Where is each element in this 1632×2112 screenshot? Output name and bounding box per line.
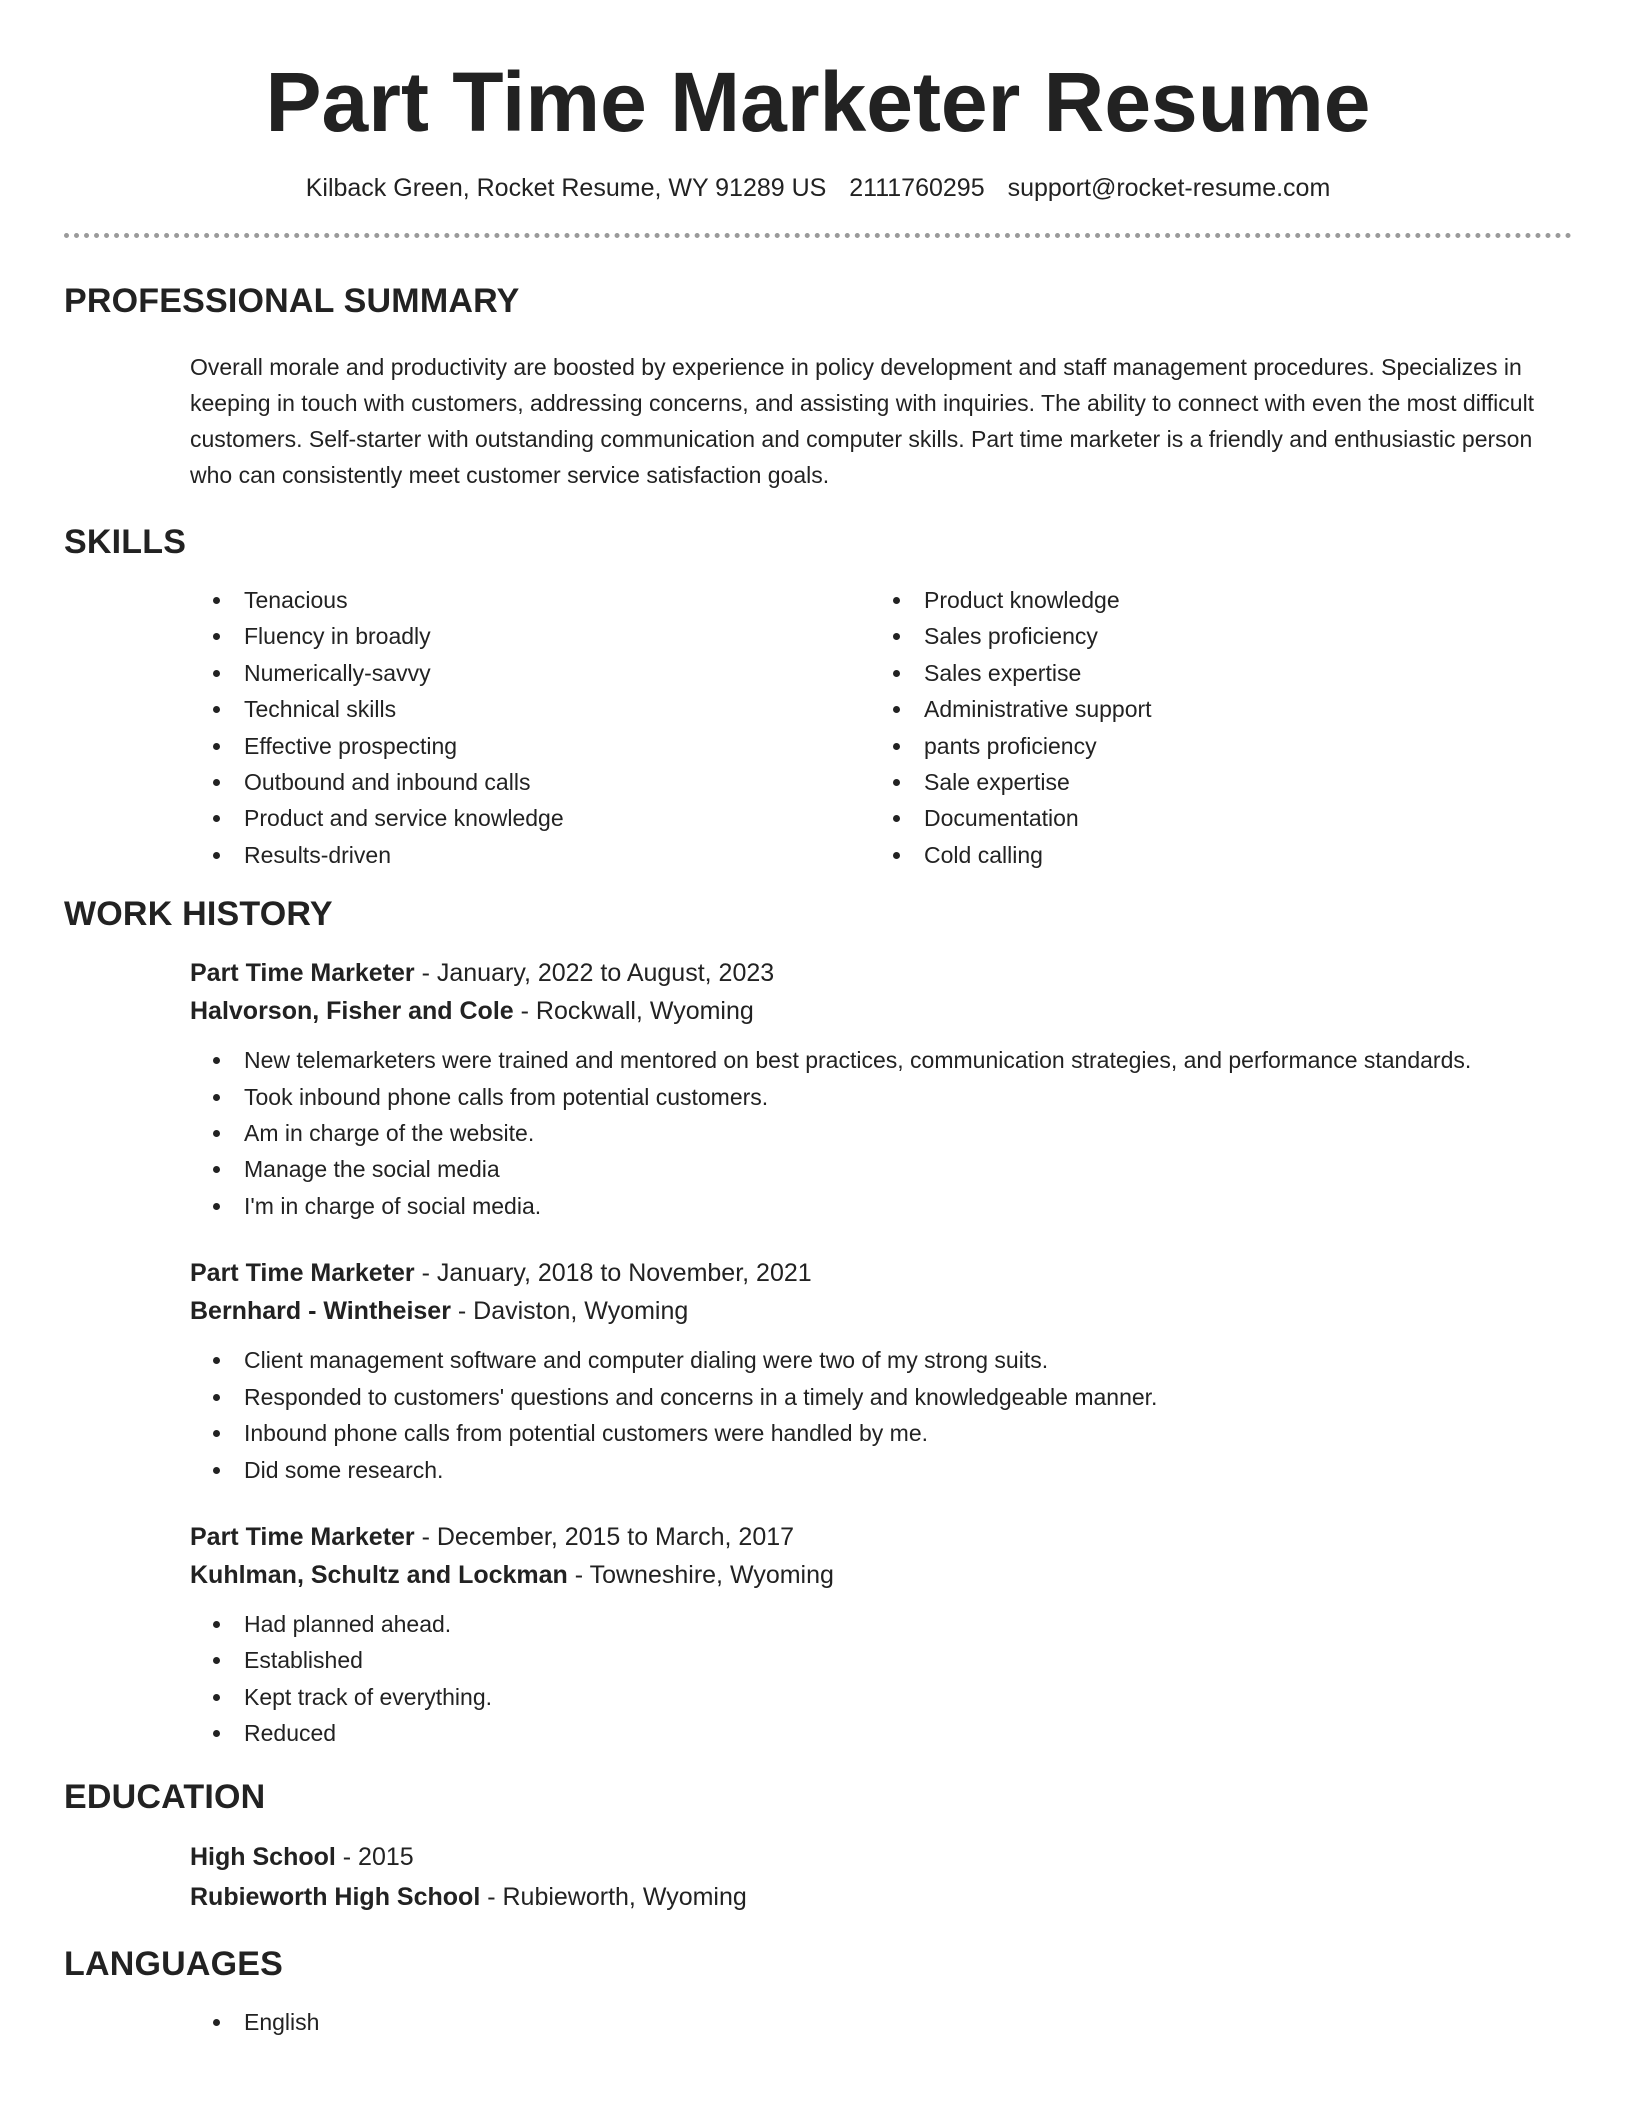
job-duty: • Had planned ahead. — [234, 1606, 1572, 1642]
resume-page — [64, 0, 1572, 2040]
skills-list-left — [234, 582, 914, 873]
skill-item: • Effective prospecting — [234, 728, 914, 764]
skill-item: • Sales proficiency — [914, 618, 1514, 654]
education-degree: High School — [190, 1842, 336, 1871]
job-title-row — [190, 954, 1572, 992]
job-location: - Towneshire, Wyoming — [567, 1560, 834, 1589]
skill-item: • Administrative support — [914, 691, 1514, 727]
job-duty: • Did some research. — [234, 1452, 1572, 1488]
skill-item: • Product knowledge — [914, 582, 1514, 618]
skill-item: • Tenacious — [234, 582, 914, 618]
summary-text: Overall morale and productivity are boosted by experience in policy development and staff management procedures. Specializes in keeping in touch with customers, addressing concerns, and assisting with inquiries. The ability to connect with even the most difficult customers. Self-starter with outstanding communication and computer skills. Part time marketer is a friendly and enthusiastic person who can consistently meet customer service satisfaction goals. — [190, 354, 1535, 488]
job-duty: • New telemarketers were trained and mentored on best practices, communication strategies, and performance standards. — [234, 1042, 1572, 1078]
section-title-summary: PROFESSIONAL SUMMARY — [64, 282, 520, 320]
job-duty: • Manage the social media — [234, 1151, 1572, 1187]
job-entry — [190, 1254, 1572, 1488]
job-duty: • Established — [234, 1642, 1572, 1678]
contact-phone: 2111760295 — [849, 174, 985, 202]
skill-item: • Numerically-savvy — [234, 655, 914, 691]
job-company: Bernhard - Wintheiser — [190, 1297, 451, 1326]
section-title-languages: LANGUAGES — [64, 1944, 284, 1983]
job-duty: • Client management software and computer dialing were two of my strong suits. — [234, 1342, 1572, 1378]
language-item: • English — [234, 2004, 1572, 2040]
skill-item: • Cold calling — [914, 837, 1514, 873]
job-role: Part Time Marketer — [190, 1522, 415, 1551]
job-location: - Daviston, Wyoming — [450, 1297, 689, 1326]
skill-item: • Technical skills — [234, 691, 914, 727]
skill-item: • pants proficiency — [914, 728, 1514, 764]
skill-item: • Sale expertise — [914, 764, 1514, 800]
job-company-row — [190, 1556, 1572, 1594]
job-duty: • Am in charge of the website. — [234, 1115, 1572, 1151]
skills-list-right — [914, 582, 1514, 873]
job-duty: • I'm in charge of social media. — [234, 1188, 1572, 1224]
skill-item: • Documentation — [914, 800, 1514, 836]
skill-item: • Sales expertise — [914, 655, 1514, 691]
contact-line — [64, 174, 1572, 203]
job-company: Halvorson, Fisher and Cole — [190, 997, 514, 1026]
education-school: Rubieworth High School — [190, 1882, 481, 1911]
job-entry — [190, 1518, 1572, 1752]
education-school-row — [190, 1877, 1572, 1917]
contact-email[interactable]: support@rocket-resume.com — [1007, 174, 1331, 202]
education-degree-row — [190, 1837, 1572, 1877]
job-dates: - December, 2015 to March, 2017 — [414, 1522, 795, 1551]
skills-column-right — [914, 582, 1514, 873]
section-title-work-history: WORK HISTORY — [64, 895, 333, 934]
job-role: Part Time Marketer — [190, 1259, 415, 1288]
section-title-skills: SKILLS — [64, 523, 187, 561]
job-duties — [190, 1342, 1572, 1488]
skill-item: • Results-driven — [234, 837, 914, 873]
job-duty: • Responded to customers' questions and concerns in a timely and knowledgeable manner. — [234, 1379, 1572, 1415]
job-entry — [190, 954, 1572, 1224]
education-year: - 2015 — [335, 1842, 414, 1871]
skills-list — [64, 582, 1572, 873]
languages-list — [190, 2004, 1572, 2040]
job-company-row — [190, 1292, 1572, 1330]
education-location: - Rubieworth, Wyoming — [480, 1882, 747, 1911]
resume-title: Part Time Marketer Resume — [265, 55, 1371, 149]
job-dates: - January, 2018 to November, 2021 — [414, 1259, 812, 1288]
job-role: Part Time Marketer — [190, 959, 415, 988]
skill-item: • Product and service knowledge — [234, 800, 914, 836]
languages-items — [190, 2004, 1572, 2040]
contact-address: Kilback Green, Rocket Resume, WY 91289 US — [305, 174, 827, 202]
job-title-row — [190, 1254, 1572, 1292]
section-title-education: EDUCATION — [64, 1777, 266, 1816]
skill-item: • Fluency in broadly — [234, 618, 914, 654]
job-duties — [190, 1042, 1572, 1224]
job-duty: • Took inbound phone calls from potential customers. — [234, 1079, 1572, 1115]
job-dates: - January, 2022 to August, 2023 — [414, 959, 775, 988]
education-entry — [190, 1837, 1572, 1917]
skill-item: • Outbound and inbound calls — [234, 764, 914, 800]
job-duty: • Kept track of everything. — [234, 1679, 1572, 1715]
job-duty: • Reduced — [234, 1715, 1572, 1751]
job-company: Kuhlman, Schultz and Lockman — [190, 1560, 568, 1589]
header-divider — [64, 233, 1572, 238]
job-company-row — [190, 992, 1572, 1030]
job-duties — [190, 1606, 1572, 1752]
skills-column-left — [64, 582, 914, 873]
job-location: - Rockwall, Wyoming — [513, 997, 754, 1026]
job-title-row — [190, 1518, 1572, 1556]
job-duty: • Inbound phone calls from potential customers were handled by me. — [234, 1415, 1572, 1451]
